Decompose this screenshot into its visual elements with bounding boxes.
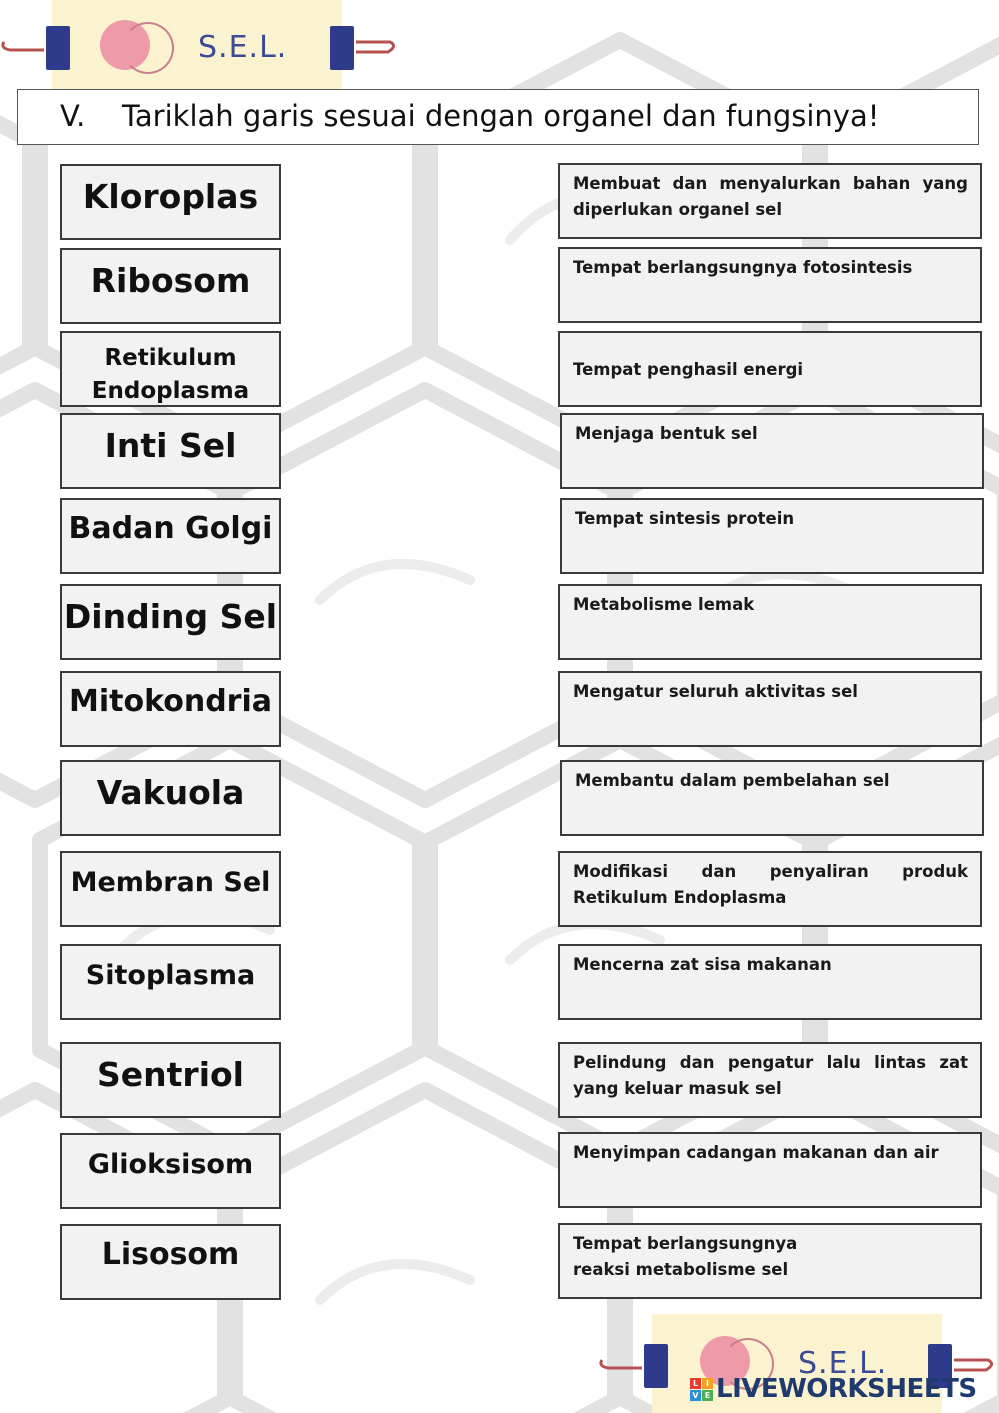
term-box[interactable]: Kloroplas (60, 164, 281, 240)
function-box[interactable]: Membuat dan menyalurkan bahan yang diperlukan organel sel (558, 163, 982, 239)
function-box[interactable]: Mencerna zat sisa makanan (558, 944, 982, 1020)
function-box[interactable]: Mengatur seluruh aktivitas sel (558, 671, 982, 747)
function-box[interactable]: Menjaga bentuk sel (560, 413, 984, 489)
heading-text: Tariklah garis sesuai dengan organel dan fungsinya! (122, 99, 880, 133)
brand-logo-text: S.E.L. (798, 1346, 888, 1381)
function-box[interactable]: Metabolisme lemak (558, 584, 982, 660)
term-box[interactable]: Mitokondria (60, 671, 281, 747)
term-box[interactable]: Ribosom (60, 248, 281, 324)
binder-clip-left-icon (598, 1340, 673, 1392)
brand-logo-text: S.E.L. (198, 30, 288, 65)
function-box[interactable]: Tempat berlangsungnya reaksi metabolisme sel (558, 1223, 982, 1299)
term-box[interactable]: Dinding Sel (60, 584, 281, 660)
function-box[interactable]: Pelindung dan pengatur lalu lintas zat yang keluar masuk sel (558, 1042, 982, 1118)
function-box[interactable]: Modifikasi dan penyaliran produk Retikulum Endoplasma (558, 851, 982, 927)
function-box[interactable]: Membantu dalam pembelahan sel (560, 760, 984, 836)
term-box[interactable]: Glioksisom (60, 1133, 281, 1209)
term-box[interactable]: Lisosom (60, 1224, 281, 1300)
function-box[interactable]: Tempat sintesis protein (560, 498, 984, 574)
term-box[interactable]: Vakuola (60, 760, 281, 836)
liveworksheets-logo-icon: L I V E (690, 1378, 713, 1401)
watermark-text: LIVEWORKSHEETS (716, 1374, 977, 1404)
top-banner (52, 0, 342, 90)
function-box[interactable]: Tempat berlangsungnya fotosintesis (558, 247, 982, 323)
function-box[interactable]: Tempat penghasil energi (558, 331, 982, 407)
binder-clip-right-icon (326, 22, 401, 74)
term-box[interactable]: Sentriol (60, 1042, 281, 1118)
heading-number: V. (60, 99, 86, 133)
instruction-heading (17, 89, 979, 145)
binder-clip-left-icon (0, 22, 75, 74)
term-box[interactable]: Badan Golgi (60, 498, 281, 574)
term-box[interactable]: Retikulum Endoplasma (60, 331, 281, 407)
speech-bubble-icon (122, 22, 174, 74)
term-box[interactable]: Membran Sel (60, 851, 281, 927)
liveworksheets-watermark (690, 1374, 977, 1404)
term-box[interactable]: Sitoplasma (60, 944, 281, 1020)
function-box[interactable]: Menyimpan cadangan makanan dan air (558, 1132, 982, 1208)
term-box[interactable]: Inti Sel (60, 413, 281, 489)
